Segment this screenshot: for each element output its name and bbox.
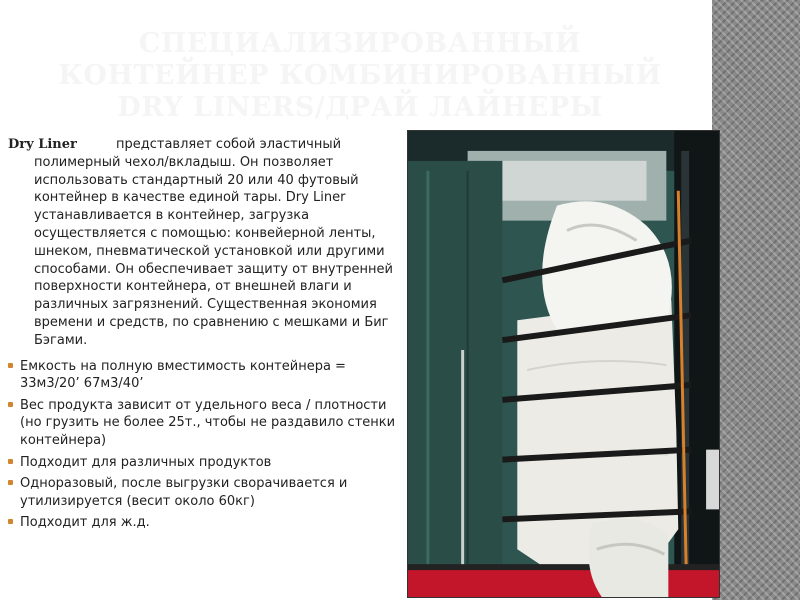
bullet-square-icon [8, 363, 13, 368]
bullet-square-icon [8, 480, 13, 485]
list-item [8, 475, 400, 511]
bullet-text: Емкость на полную вместимость контейнера = 33м3/20’ 67м3/40’ [20, 358, 346, 392]
bullet-square-icon [8, 519, 13, 524]
bullet-text: Вес продукта зависит от удельного веса / плотности (но грузить не более 25т., чтобы не раздавило стенки контейнера) [20, 397, 396, 449]
lead-term: Dry Liner [8, 137, 77, 152]
list-item [8, 514, 400, 532]
bullet-text: Подходит для ж.д. [20, 514, 150, 530]
title-line-3: DRY LINERS/ДРАЙ ЛАЙНЕРЫ [117, 92, 603, 123]
bullet-square-icon [8, 459, 13, 464]
list-item [8, 454, 400, 472]
container-liner-photo [407, 130, 720, 598]
title-line-2: КОНТЕЙНЕР КОМБИНИРОВАННЫЙ [58, 60, 662, 91]
lead-paragraph [8, 136, 400, 350]
bullet-text: Подходит для различных продуктов [20, 454, 272, 470]
list-item [8, 358, 400, 394]
bullet-square-icon [8, 402, 13, 407]
slide-body [8, 136, 400, 535]
slide-title [40, 28, 680, 124]
title-line-1: СПЕЦИАЛИЗИРОВАННЫЙ [138, 28, 582, 59]
list-item [8, 397, 400, 450]
decorative-side-strip [712, 0, 800, 600]
bullet-list [8, 358, 400, 532]
lead-text: представляет собой эластичный полимерный чехол/вкладыш. Он позволяет использовать стандартный 20 или 40 футовый контейнер в качестве единой тары. Dry Liner устанавливается в контейнер, загрузка осуществляется с помощью: конвейерной ленты, шнеком, пневматической установкой или другими способами. Он обеспечивает защиту от внутренней поверхности контейнера, от внешней влаги и различных загрязнений. Существенная экономия времени и средств, по сравнению с мешками и Биг Бэгами. [34, 137, 393, 348]
bullet-text: Одноразовый, после выгрузки сворачивается и утилизируется (весит около 60кг) [20, 475, 348, 509]
